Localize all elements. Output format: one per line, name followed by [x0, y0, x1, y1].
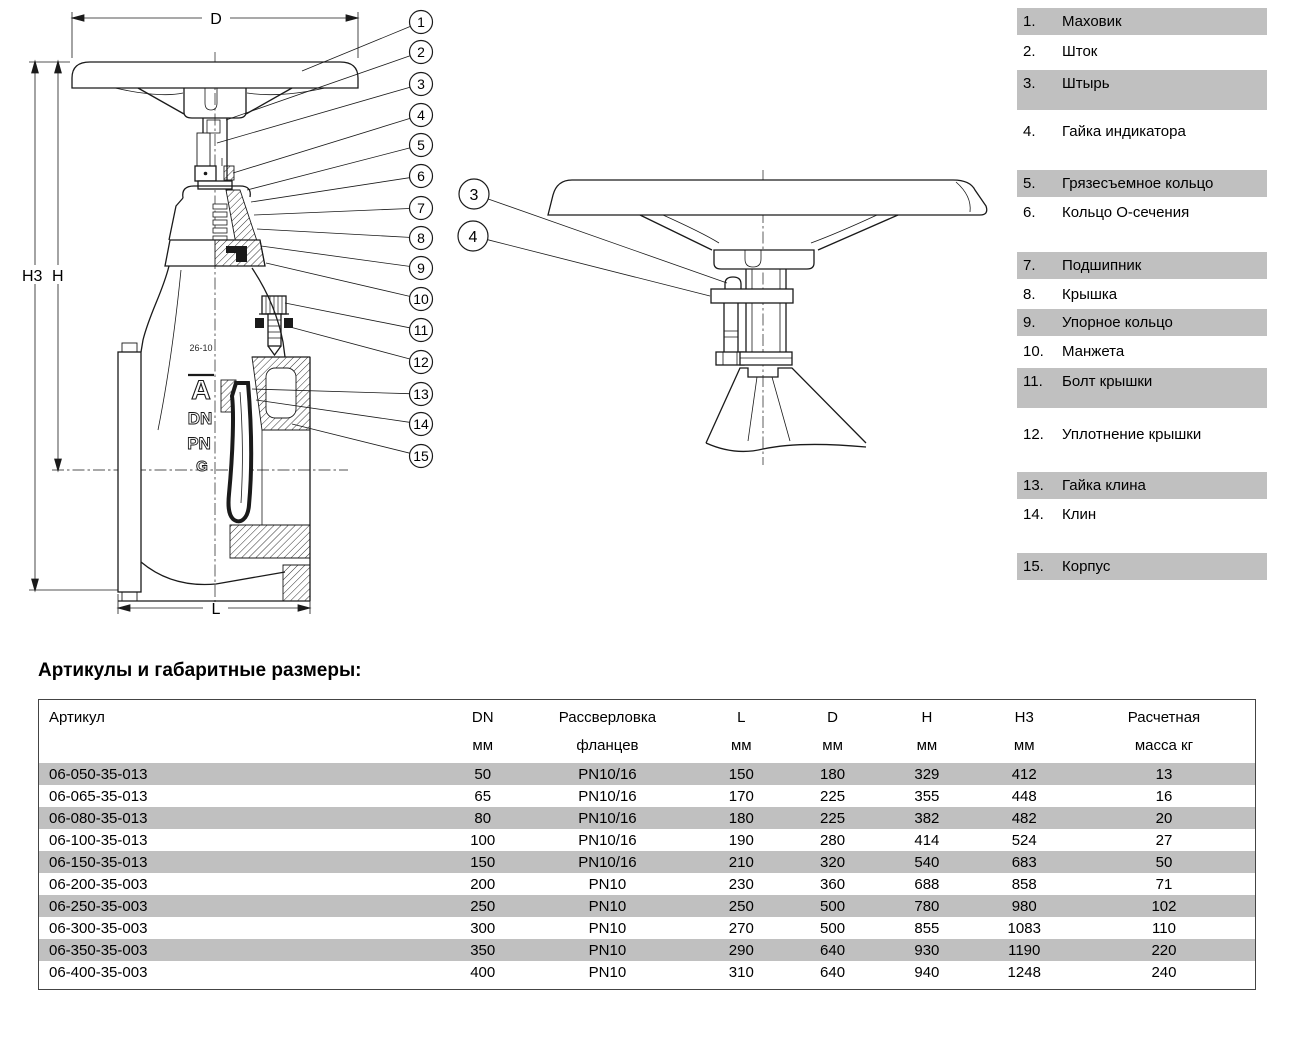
table-cell: PN10/16: [578, 853, 637, 871]
callout-leader-line: [488, 240, 711, 296]
table-cell: 100: [470, 831, 496, 849]
legend-item-15: [1017, 553, 1267, 580]
legend-item-label: Клин: [1062, 506, 1097, 523]
legend-item-label: Кольцо О-сечения: [1062, 204, 1190, 221]
table-row: [39, 917, 1256, 939]
table-cell: 858: [1011, 875, 1037, 893]
table-cell: 110: [1152, 919, 1176, 937]
legend-item-11: [1017, 368, 1267, 408]
table-cell: 412: [1011, 765, 1037, 783]
table-cell: PN10: [588, 919, 627, 937]
legend-item-number: 13.: [1023, 477, 1044, 494]
dim-label-l: L: [211, 601, 221, 618]
column-header: D мм: [822, 709, 843, 754]
table-cell: 930: [914, 941, 940, 959]
legend-item-1: [1017, 8, 1267, 35]
legend-item-label: Корпус: [1062, 558, 1111, 575]
table-cell: 200: [470, 875, 496, 893]
callout-number: 15: [413, 448, 429, 465]
callout-number: 3: [469, 186, 479, 204]
callout-leader-line: [285, 303, 410, 328]
table-cell: 06-100-35-013: [49, 831, 148, 849]
table-cell: PN10: [588, 897, 627, 915]
table-row: [39, 873, 1256, 895]
table-header-row: [39, 700, 1256, 764]
dim-label-h: H: [52, 268, 64, 285]
table-cell: 300: [470, 919, 496, 937]
callout-5: [247, 134, 433, 191]
table-cell: 06-350-35-003: [49, 941, 148, 959]
wedge-section: [221, 380, 251, 521]
legend-item-number: 8.: [1023, 286, 1036, 303]
table-cell: 683: [1011, 853, 1037, 871]
legend-item-label: Шток: [1062, 43, 1098, 60]
callout-leader-line: [254, 209, 410, 216]
legend-item-5: [1017, 170, 1267, 197]
legend-item-label: Гайка клина: [1062, 477, 1146, 494]
table-cell: PN10: [588, 941, 627, 959]
table-cell: 780: [914, 897, 940, 915]
callout-leader-line: [302, 26, 410, 71]
table-cell: 180: [820, 765, 846, 783]
callout-number: 8: [417, 230, 425, 247]
legend-item-2: [1017, 38, 1267, 65]
callout-6: [251, 165, 433, 203]
callout-leader-line: [290, 327, 410, 359]
table-cell: 13: [1155, 765, 1173, 783]
table-cell: 50: [474, 765, 492, 783]
callout-number: 7: [417, 200, 425, 217]
legend-item-7: [1017, 252, 1267, 279]
callout-number: 12: [413, 354, 429, 371]
legend-item-number: 3.: [1023, 75, 1036, 92]
callout-number: 5: [417, 137, 425, 154]
parts-legend: [1017, 0, 1267, 600]
table-cell: 71: [1155, 875, 1173, 893]
g-marking: G: [196, 458, 208, 475]
legend-item-10: [1017, 338, 1267, 365]
legend-item-3: [1017, 70, 1267, 110]
legend-item-number: 14.: [1023, 506, 1044, 523]
legend-item-number: 4.: [1023, 123, 1036, 140]
table-cell: 360: [820, 875, 846, 893]
table-cell: 329: [914, 765, 940, 783]
table-cell: PN10: [588, 963, 627, 981]
table-row: [39, 895, 1256, 917]
side-stem-assembly: [711, 269, 793, 365]
table-cell: 400: [470, 963, 496, 981]
legend-item-label: Крышка: [1062, 286, 1118, 303]
table-cell: 500: [820, 919, 846, 937]
table-row: [39, 829, 1256, 851]
column-header: Расчетная масса кг: [1127, 709, 1201, 754]
table-row: [39, 763, 1256, 785]
table-cell: 20: [1155, 809, 1173, 827]
dimension-h3-h: [29, 61, 118, 591]
table-cell: 230: [728, 875, 754, 893]
legend-item-12: [1017, 421, 1267, 448]
legend-item-number: 15.: [1023, 558, 1044, 575]
callout-4: [233, 104, 433, 174]
table-row: [39, 807, 1256, 829]
callout-number: 13: [413, 386, 429, 403]
table-cell: 06-050-35-013: [49, 765, 148, 783]
table-cell: PN10/16: [578, 765, 637, 783]
table-cell: 640: [820, 963, 846, 981]
table-cell: 640: [820, 941, 846, 959]
table-cell: 355: [914, 787, 940, 805]
column-header: L мм: [730, 709, 752, 754]
legend-item-8: [1017, 281, 1267, 308]
legend-item-4: [1017, 118, 1267, 145]
table-cell: 27: [1155, 831, 1173, 849]
dim-label-h3: H3: [22, 268, 43, 285]
column-header: H3 мм: [1013, 709, 1035, 754]
table-row: [39, 785, 1256, 807]
table-cell: 210: [728, 853, 754, 871]
legend-item-9: [1017, 309, 1267, 336]
legend-item-13: [1017, 472, 1267, 499]
callout-number: 3: [417, 76, 425, 93]
table-cell: 80: [474, 809, 492, 827]
table-cell: 250: [728, 897, 754, 915]
table-cell: 448: [1011, 787, 1037, 805]
table-cell: 06-400-35-003: [49, 963, 148, 981]
valve-cross-section-drawing: [0, 0, 445, 630]
callout-number: 1: [417, 14, 425, 31]
legend-item-number: 7.: [1023, 257, 1036, 274]
side-bonnet-skirt: [706, 368, 866, 451]
table-cell: 06-080-35-013: [49, 809, 148, 827]
table-title: Артикулы и габаритные размеры:: [38, 660, 362, 681]
bonnet-bolt: [255, 296, 293, 355]
table-cell: 414: [914, 831, 940, 849]
table-cell: 65: [474, 787, 492, 805]
legend-item-label: Манжета: [1062, 343, 1125, 360]
table-cell: 06-250-35-003: [49, 897, 148, 915]
body-markings: [187, 343, 214, 475]
callout-leader-line: [233, 118, 410, 173]
table-cell: 150: [470, 853, 496, 871]
table-cell: 524: [1011, 831, 1037, 849]
table-cell: 170: [728, 787, 754, 805]
table-cell: 102: [1151, 897, 1177, 915]
column-header: DN мм: [471, 709, 494, 754]
callout-4: [458, 221, 710, 296]
callout-9: [261, 246, 433, 280]
callout-number: 2: [417, 44, 425, 61]
legend-item-number: 9.: [1023, 314, 1036, 331]
legend-item-number: 10.: [1023, 343, 1044, 360]
legend-item-label: Гайка индикатора: [1062, 123, 1186, 140]
legend-item-14: [1017, 501, 1267, 528]
table-cell: PN10/16: [578, 787, 637, 805]
table-cell: 855: [914, 919, 940, 937]
table-cell: 225: [820, 787, 846, 805]
legend-item-number: 11.: [1023, 373, 1043, 390]
table-cell: 482: [1011, 809, 1037, 827]
callout-number: 10: [413, 291, 429, 308]
legend-item-number: 1.: [1023, 13, 1036, 30]
table-cell: 980: [1011, 897, 1037, 915]
table-cell: 280: [820, 831, 846, 849]
legend-item-label: Подшипник: [1062, 257, 1142, 274]
callout-leader-line: [257, 229, 410, 237]
callout-number: 6: [417, 168, 425, 185]
callout-number: 4: [468, 228, 478, 246]
callout-8: [257, 227, 433, 250]
legend-item-label: Маховик: [1062, 13, 1122, 30]
table-cell: 190: [728, 831, 754, 849]
legend-item-number: 12.: [1023, 426, 1044, 443]
legend-item-label: Упорное кольцо: [1062, 314, 1173, 331]
table-cell: 50: [1155, 853, 1173, 871]
table-cell: 500: [820, 897, 846, 915]
table-row: [39, 961, 1256, 989]
table-cell: 940: [914, 963, 940, 981]
legend-item-label: Штырь: [1062, 75, 1110, 92]
stem-section: [195, 118, 234, 189]
table-cell: 220: [1151, 941, 1177, 959]
table-cell: 290: [728, 941, 754, 959]
table-cell: 240: [1151, 963, 1177, 981]
table-row: [39, 939, 1256, 961]
table-cell: PN10: [588, 875, 627, 893]
callout-number: 11: [413, 322, 429, 339]
callout-11: [285, 303, 433, 342]
table-cell: 06-300-35-003: [49, 919, 148, 937]
table-cell: 540: [914, 853, 940, 871]
callout-leader-line: [261, 246, 410, 266]
table-cell: 1248: [1007, 963, 1041, 981]
table-cell: 270: [728, 919, 754, 937]
legend-item-label: Грязесъемное кольцо: [1062, 175, 1214, 192]
callout-number: 4: [417, 107, 425, 124]
column-header: Артикул: [49, 709, 105, 726]
callout-10: [266, 263, 433, 311]
table-cell: 250: [470, 897, 496, 915]
table-cell: 1083: [1007, 919, 1041, 937]
table-cell: 150: [728, 765, 754, 783]
callout-number: 9: [417, 260, 425, 277]
manufacturer-logo: A: [191, 375, 211, 405]
side-handwheel: [548, 180, 987, 269]
table-row: [39, 851, 1256, 873]
valve-side-view-drawing: [450, 160, 1000, 470]
callout-leader-line: [251, 178, 410, 202]
table-cell: 1190: [1008, 941, 1041, 959]
column-header: H мм: [916, 709, 938, 754]
cast-code-marking: 26-10: [189, 343, 213, 353]
callout-number: 14: [413, 416, 429, 433]
table-cell: 16: [1155, 787, 1173, 805]
table-cell: PN10/16: [578, 809, 637, 827]
table-cell: 180: [728, 809, 754, 827]
legend-item-number: 5.: [1023, 175, 1036, 192]
legend-item-label: Уплотнение крышки: [1062, 426, 1202, 443]
dn-marking: DN: [187, 409, 213, 428]
table-cell: 320: [820, 853, 846, 871]
table-cell: 225: [820, 809, 846, 827]
legend-item-label: Болт крышки: [1062, 373, 1153, 390]
table-cell: 382: [914, 809, 940, 827]
table-cell: 310: [728, 963, 754, 981]
table-cell: 688: [914, 875, 940, 893]
table-cell: PN10/16: [578, 831, 637, 849]
callout-leader-line: [247, 148, 410, 190]
column-header: Рассверловка фланцев: [558, 709, 657, 754]
dim-label-d: D: [210, 11, 222, 28]
callout-leader-line: [266, 263, 410, 296]
table-cell: 06-200-35-003: [49, 875, 148, 893]
legend-item-number: 6.: [1023, 204, 1036, 221]
dimensions-table: [38, 699, 1256, 990]
callout-7: [254, 197, 433, 220]
table-cell: 06-065-35-013: [49, 787, 148, 805]
legend-item-6: [1017, 199, 1267, 226]
table-cell: 350: [470, 941, 496, 959]
legend-item-number: 2.: [1023, 43, 1036, 60]
table-cell: 06-150-35-013: [49, 853, 148, 871]
pn-marking: PN: [187, 434, 211, 453]
